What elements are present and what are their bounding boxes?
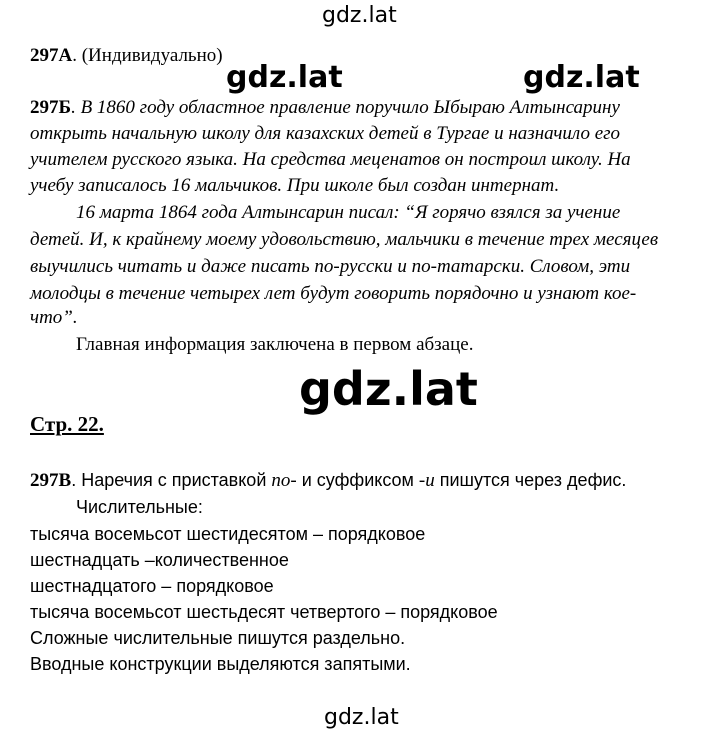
exercise-297b-line-3: учителем русского языка. На средства меценатов он построил школу. На [30, 149, 631, 170]
exercise-297b-number: 297Б [30, 97, 72, 118]
exercise-297v-line-1 [30, 468, 626, 493]
watermark-big: gdz.lat [299, 362, 478, 416]
numeral-item: шестнадцатого – порядковое [30, 576, 274, 596]
numeral-item: тысяча восемьсот шестидесятом – порядковое [30, 524, 426, 544]
exercise-297v-text-b: и суффиксом [296, 470, 419, 490]
watermark-mid-right: gdz.lat [523, 60, 640, 95]
exercise-297v-text-a: . Наречия с приставкой [71, 470, 272, 490]
numerals-label: Числительные: [76, 497, 203, 517]
watermark-mid-left: gdz.lat [226, 60, 343, 95]
exercise-297b-line-4: учебу записалось 16 мальчиков. При школе был создан интернат. [30, 175, 560, 196]
intro-constructions-note: Вводные конструкции выделяются запятыми. [30, 654, 411, 674]
exercise-297a-number: 297А [30, 45, 73, 66]
numeral-item: шестнадцать –количественное [30, 550, 289, 570]
page-heading: Стр. 22. [30, 412, 104, 436]
watermark-top: gdz.lat [322, 3, 397, 28]
exercise-297b-line-9: что”. [30, 307, 78, 328]
exercise-297v-text-c: пишутся через дефис. [434, 470, 627, 490]
exercise-297b-line-2: открыть начальную школу для казахских детей в Тургае и назначило его [30, 123, 621, 144]
exercise-297b-main-info: Главная информация заключена в первом абзаце. [76, 334, 474, 355]
watermark-bottom: gdz.lat [324, 705, 399, 730]
exercise-297b-line-5: 16 марта 1864 года Алтынсарин писал: “Я горячо взялся за учение [76, 202, 621, 223]
exercise-297a [30, 44, 223, 68]
exercise-297b-line-8: молодцы в течение четырех лет будут говорить порядочно и узнают кое- [30, 283, 637, 304]
exercise-297v-suffix: -и [418, 470, 435, 491]
exercise-297a-text: . (Индивидуально) [72, 45, 223, 66]
exercise-297b-text-1: . В 1860 году областное правление поручило Ыбыраю Алтынсарину [71, 97, 620, 118]
exercise-297b-line-6: детей. И, к крайнему моему удовольствию, мальчики в течение трех месяцев [30, 229, 659, 250]
exercise-297b-line-7: выучились читать и даже писать по-русски и по-татарски. Словом, эти [30, 256, 631, 277]
compound-numerals-note: Сложные числительные пишутся раздельно. [30, 628, 406, 648]
exercise-297v-number: 297В [30, 470, 72, 491]
exercise-297v-prefix: по- [271, 470, 297, 491]
numeral-item: тысяча восемьсот шестьдесят четвертого – порядковое [30, 602, 498, 622]
exercise-297b-line-1 [30, 96, 620, 120]
